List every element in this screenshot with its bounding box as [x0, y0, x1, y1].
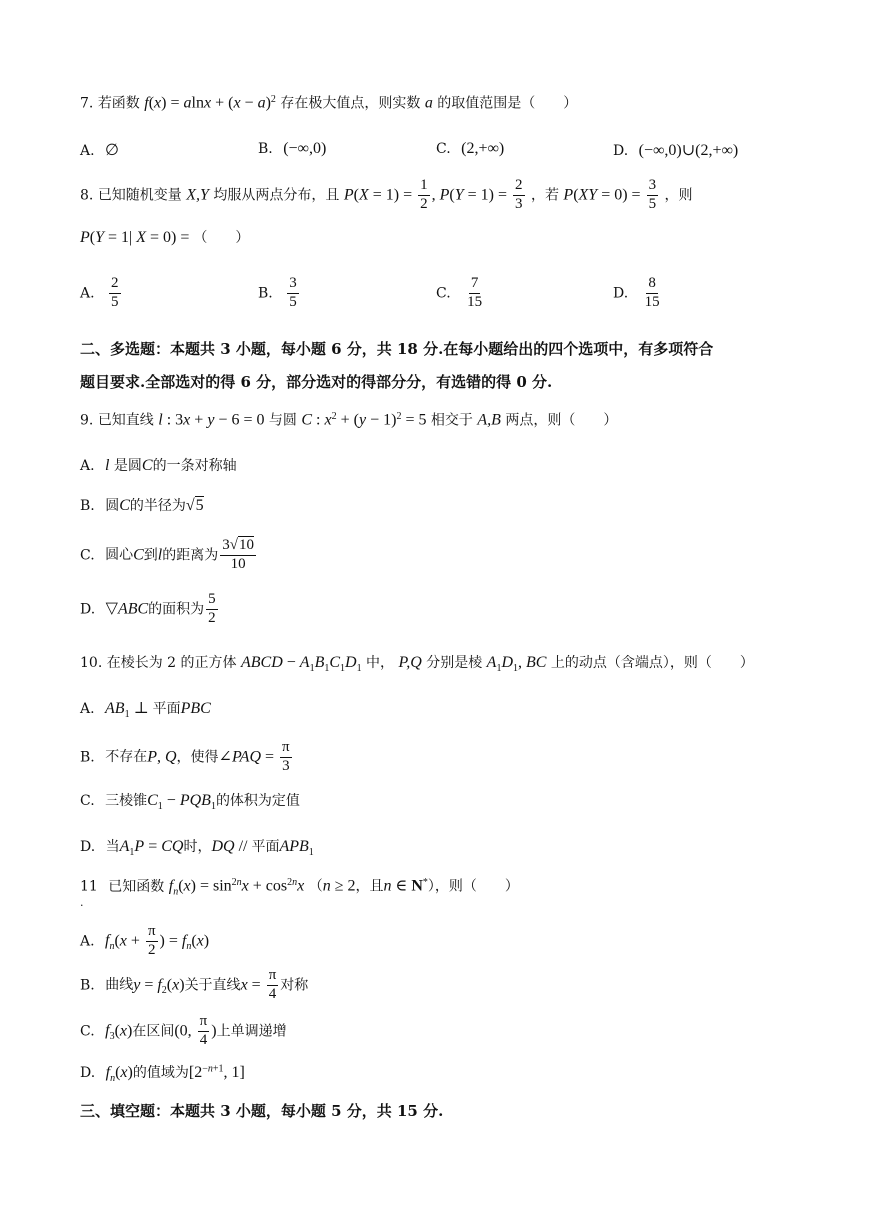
frac-den: 15	[644, 293, 660, 310]
q9-points: A,B	[477, 411, 501, 429]
q8-stem-tail: ，则	[664, 187, 693, 204]
option-text: 是圆	[113, 458, 142, 474]
question-7: 7. 若函数 $f(x) = alnx + (x - a)^2$ 存在极大值点，则实数 a 的取值范围是（ ）	[80, 94, 578, 112]
option-text: 曲线	[105, 977, 134, 994]
option-label: D.	[80, 601, 96, 618]
q7-stem-pre: 若函数	[97, 95, 140, 112]
q8-option-c	[436, 276, 486, 311]
option-label: B.	[80, 498, 95, 514]
q9-option-c: C. 圆心C到l的距离为 $\frac{3√10}{10}$	[80, 537, 254, 572]
q11-option-b: B. 曲线$y = f_2(x)$关于直线x = $\frac{\pi}{4}$ 对称	[80, 967, 309, 1002]
option-text-mid: 到	[143, 547, 158, 564]
q11-option-a: A. $f_n(x$ + $\frac{\pi}{2}$ ) = $f_n(x)$	[80, 923, 210, 958]
option-label: A.	[80, 285, 95, 302]
question-11: 11 已知函数 $f_n(x) = \sin^{2n}x + \cos^{2n}x$ （n ≥ 2，且n ∈ N*），则（ ）	[80, 877, 519, 898]
q9-stem-pre: 已知直线	[97, 412, 154, 429]
option-label: B.	[80, 749, 95, 766]
q7-option-d	[613, 140, 738, 160]
option-text-tail: 对称	[280, 977, 309, 994]
option-text-mid: ，使得	[176, 749, 219, 766]
frac-den: 5	[111, 293, 119, 310]
option-text-tail: 的距离为	[162, 547, 219, 564]
frac-num: 8	[646, 276, 658, 294]
q11-cond: （	[308, 878, 323, 895]
option-label: C.	[80, 547, 95, 564]
q9-option-a: A. l 是圆C的一条对称轴	[80, 457, 237, 474]
q11-number: 11	[80, 878, 98, 895]
section-2-heading-line1: 二、多选题：本题共 3 小题，每小题 6 分，共 18 分.在每小题给出的四个选项中，有多项符合	[80, 340, 714, 358]
q11-option-d: D. $f_n(x)$的值域为[$2^{-n+1}$, 1]	[80, 1063, 245, 1084]
q9-stem-post: 相交于	[430, 412, 473, 429]
q7-var: a	[424, 94, 433, 112]
q10-option-d: D. 当$A_1P$ = CQ时，DQ // 平面$APB_1$	[80, 838, 314, 858]
option-label: D.	[80, 1065, 96, 1081]
option-label: A.	[80, 933, 95, 950]
q9-option-b: B. 圆C的半径为√5	[80, 497, 204, 514]
option-text-tail: 的体积为定值	[215, 793, 300, 809]
option-text-mid: 关于直线	[184, 977, 241, 994]
q7-function: f	[144, 94, 149, 112]
section-3-heading: 三、填空题：本题共 3 小题，每小题 5 分，共 15 分.	[80, 1102, 444, 1120]
q7-option-a	[80, 140, 119, 160]
option-label: C.	[436, 285, 451, 302]
frac-num: 2	[109, 276, 121, 294]
frac-den: 5	[289, 293, 297, 310]
q10-option-c: C. 三棱锥$C_1 - PQB_1$的体积为定值	[80, 792, 300, 812]
option-text: 的值域为	[132, 1065, 189, 1081]
q11-dot: .	[80, 896, 84, 909]
q7-option-c	[436, 140, 504, 158]
option-text: 的面积为	[148, 601, 205, 618]
q11-stem-tail: ），则（ ）	[427, 878, 519, 895]
frac-den: 15	[467, 293, 483, 310]
frac-num: 3	[287, 276, 299, 294]
q7-option-a-value: ∅	[105, 142, 119, 159]
q9-number: 9.	[80, 412, 94, 429]
q11-option-c: C. $f_3(x)$在区间(0, $\frac{\pi}{4}$ )上单调递增	[80, 1013, 287, 1048]
option-label: C.	[80, 1023, 95, 1040]
option-label: C.	[436, 141, 451, 157]
q9-option-d: D. ▽ABC的面积为 $\frac{5}{2}$	[80, 591, 216, 626]
option-text-tail: 的一条对称轴	[152, 458, 237, 474]
q10-stem-mid: 中，	[366, 655, 395, 671]
q7-stem-post: 存在极大值点，则实数	[280, 95, 421, 112]
q9-stem-tail: 两点，则（ ）	[505, 412, 618, 429]
section-2-heading-line2: 题目要求.全部选对的得 6 分，部分选对的得部分分，有选错的得 0 分.	[80, 373, 553, 391]
q10-stem-mid2: 分别是棱	[426, 655, 483, 671]
q8-option-d	[613, 276, 664, 311]
q8-number: 8.	[80, 187, 94, 204]
option-label: A.	[80, 458, 95, 474]
q8-stem-cond: ，若	[530, 187, 559, 204]
option-text: 当	[105, 839, 120, 855]
q10-stem-pre: 在棱长为 2 的正方体	[106, 655, 237, 671]
q7-stem-tail: 的取值范围是（ ）	[437, 95, 578, 112]
option-text: 圆心	[105, 547, 134, 564]
q8-stem-pre: 已知随机变量	[97, 187, 182, 204]
option-label: D.	[613, 143, 629, 159]
option-label: A.	[80, 143, 95, 159]
option-label: D.	[613, 285, 629, 302]
q10-stem-tail: 上的动点（含端点），则（ ）	[550, 655, 754, 671]
option-label: B.	[80, 977, 95, 994]
frac-num: 7	[469, 276, 481, 294]
q10-number: 10.	[80, 655, 103, 671]
option-label: A.	[80, 701, 95, 717]
q8-option-b	[258, 276, 301, 311]
q10-pq: P,Q	[398, 654, 422, 671]
option-text-tail: 平面	[251, 839, 280, 855]
q8-vars: X,Y	[186, 186, 209, 204]
q10-option-a: A. $AB_1$ ⊥ 平面PBC	[80, 700, 211, 720]
question-10: 10. 在棱长为 2 的正方体 ABCD − $A_1B_1C_1D_1$ 中， P,Q 分别是棱 $A_1D_1$, BC 上的动点（含端点），则（ ）	[80, 654, 754, 674]
option-label: C.	[80, 793, 95, 809]
q7-option-d-value: (−∞,0)∪(2,+∞)	[638, 142, 739, 159]
q11-cond2: ，且	[355, 878, 384, 895]
option-text-tail: 的半径为	[129, 498, 186, 514]
q8-paren: （ ）	[193, 230, 250, 246]
option-text: 在区间	[132, 1023, 175, 1040]
q8-stem-mid: 均服从两点分布，且	[213, 187, 340, 204]
option-label: D.	[80, 839, 96, 855]
question-8: 8. 已知随机变量 X,Y 均服从两点分布，且 P(X = 1) = $\frac{1}{2}$ , P(Y = 1) = $\frac{2}{3}$ ，若 P(XY = 0) = $\frac{3}{5}$ ，则	[80, 177, 693, 212]
q7-option-b	[258, 140, 326, 158]
option-text: 不存在	[105, 749, 148, 766]
q10-option-b: B. 不存在P, Q，使得∠PAQ = $\frac{\pi}{3}$	[80, 739, 290, 774]
option-label: B.	[258, 285, 273, 302]
option-text: 三棱锥	[105, 793, 148, 809]
q7-option-b-value: (−∞,0)	[283, 140, 327, 157]
question-9: 9. 已知直线 l : 3x + y − 6 = 0 与圆 C : $x^2 + (y - 1)^2 = 5$ 相交于 A,B 两点，则（ ）	[80, 411, 618, 429]
q11-stem-pre: 已知函数	[108, 878, 165, 895]
q8-option-a	[80, 276, 123, 311]
q7-number: 7.	[80, 95, 94, 112]
option-label: B.	[258, 141, 273, 157]
q7-option-c-value: (2,+∞)	[461, 140, 505, 157]
option-text-mid: 时，	[183, 839, 212, 855]
option-text: 圆	[105, 498, 120, 514]
q8-line2: P(Y = 1| X = 0) = （ ）	[80, 229, 250, 246]
option-text-tail: 上单调递增	[216, 1023, 287, 1040]
q9-stem-mid: 与圆	[268, 412, 297, 429]
option-text: 平面	[152, 701, 181, 717]
